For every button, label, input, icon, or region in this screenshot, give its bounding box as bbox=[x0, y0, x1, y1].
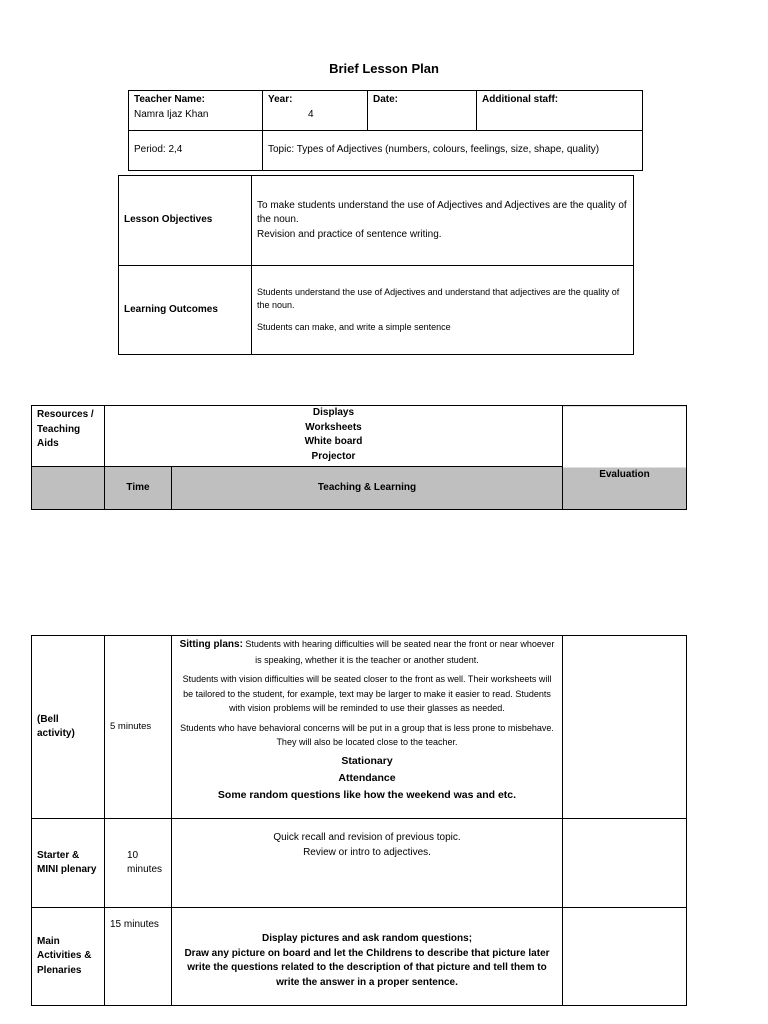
teacher-label: Teacher Name: bbox=[134, 94, 205, 105]
activities-table bbox=[31, 635, 687, 1006]
year-cell bbox=[263, 91, 368, 131]
activity-content bbox=[172, 819, 563, 908]
time-header: Time bbox=[105, 467, 172, 510]
objectives-line: Revision and practice of sentence writing. bbox=[257, 228, 442, 240]
header-blank-cell bbox=[32, 467, 105, 510]
evaluation-cell bbox=[563, 908, 687, 1006]
resource-item: White board bbox=[304, 436, 363, 447]
behavior-text: Students who have behavioral concerns will be put in a group that is less prone to misbehave. They will also be located close to the teacher. bbox=[180, 722, 554, 747]
outcomes-label: Learning Outcomes bbox=[119, 266, 252, 355]
evaluation-header: Evaluation bbox=[563, 406, 687, 510]
activity-line: Draw any picture on board and let the Childrens to describe that picture later write the questions related to the description of that picture and tell them to write the answer in a proper sentence. bbox=[184, 947, 550, 988]
teacher-cell bbox=[129, 91, 263, 131]
activity-label: Main Activities & Plenaries bbox=[32, 908, 105, 1006]
sitting-plans-heading: Sitting plans: bbox=[179, 639, 243, 650]
stationary: Stationary bbox=[341, 755, 393, 768]
teacher-info-table bbox=[128, 90, 643, 171]
year-value: 4 bbox=[308, 108, 314, 120]
activity-content bbox=[172, 908, 563, 1006]
objectives-text bbox=[252, 176, 634, 266]
random-questions: Some random questions like how the weekend was and etc. bbox=[217, 788, 517, 801]
activity-content bbox=[172, 636, 563, 819]
objectives-line: To make students understand the use of Adjectives and Adjectives are the quality of the noun. bbox=[257, 199, 627, 226]
outcomes-line: Students understand the use of Adjectives and understand that adjectives are the quality of the noun. bbox=[257, 287, 620, 311]
resources-table bbox=[31, 405, 687, 510]
date-label: Date: bbox=[368, 91, 477, 131]
year-label: Year: bbox=[268, 94, 293, 105]
resources-list bbox=[105, 406, 563, 467]
outcomes-line: Students can make, and write a simple sentence bbox=[257, 321, 451, 332]
teaching-learning-header: Teaching & Learning bbox=[172, 467, 563, 510]
activity-line: Quick recall and revision of previous topic. bbox=[273, 832, 461, 843]
resource-item: Displays bbox=[312, 407, 355, 418]
page-title: Brief Lesson Plan bbox=[329, 61, 439, 76]
resources-label: Resources / Teaching Aids bbox=[32, 406, 105, 467]
teacher-value: Namra Ijaz Khan bbox=[134, 108, 209, 120]
outcomes-text bbox=[252, 266, 634, 355]
evaluation-cell bbox=[563, 636, 687, 819]
activity-time: 5 minutes bbox=[105, 636, 172, 819]
activity-label: (Bell activity) bbox=[32, 636, 105, 819]
objectives-label: Lesson Objectives bbox=[119, 176, 252, 266]
sitting-plans-text: Students with hearing difficulties will be seated near the front or near whoever is speaking, whether it is the teacher or another student. bbox=[242, 639, 555, 665]
additional-staff-label: Additional staff: bbox=[477, 91, 643, 131]
period: Period: 2,4 bbox=[129, 131, 263, 171]
topic: Topic: Types of Adjectives (numbers, colours, feelings, size, shape, quality) bbox=[263, 131, 643, 171]
activity-line: Review or intro to adjectives. bbox=[303, 846, 431, 858]
vision-text: Students with vision difficulties will be seated closer to the front as well. Their worksheets will be tailored to the student, for example, text may be larger to make it easier to read. Students with vision problems will be reminded to use their glasses as needed. bbox=[182, 674, 552, 714]
evaluation-cell bbox=[563, 819, 687, 908]
objectives-table bbox=[118, 175, 634, 355]
activity-label: Starter & MINI plenary bbox=[32, 819, 105, 908]
activity-time: 15 minutes bbox=[105, 908, 172, 1006]
activity-line: Display pictures and ask random questions; bbox=[261, 933, 473, 944]
activity-time: 10 minutes bbox=[105, 819, 172, 908]
resource-item: Worksheets bbox=[305, 421, 362, 433]
attendance: Attendance bbox=[338, 772, 396, 785]
resource-item: Projector bbox=[311, 450, 356, 462]
